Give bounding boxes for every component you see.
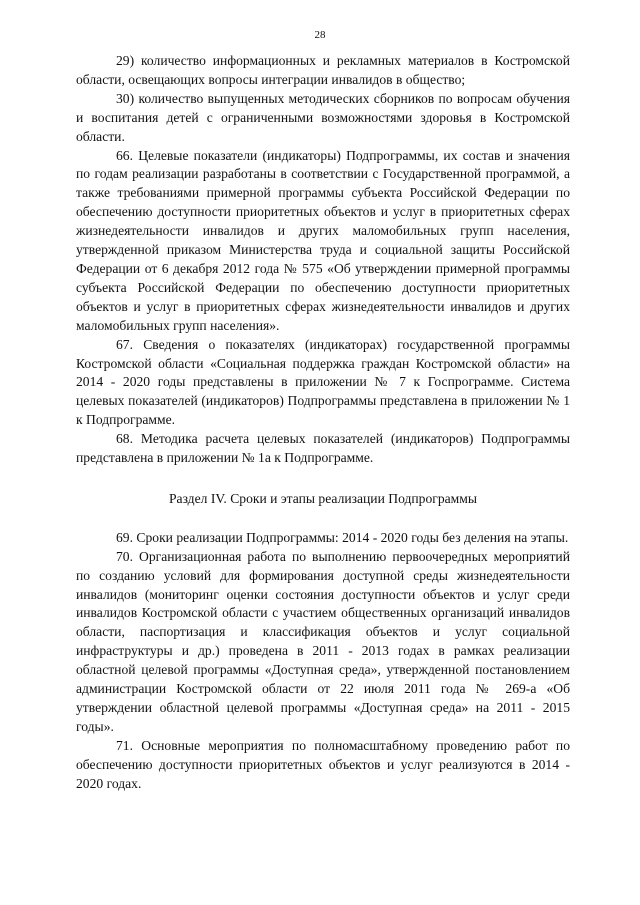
page-number: 28 xyxy=(314,29,326,41)
paragraph-68 xyxy=(76,430,570,468)
paragraph-number: 29) xyxy=(116,53,135,68)
paragraph-number: 69. xyxy=(116,529,133,545)
paragraph-67 xyxy=(76,336,570,431)
paragraph-29 xyxy=(76,52,570,90)
paragraph-69 xyxy=(76,529,570,548)
paragraph-number: 30) xyxy=(116,90,135,106)
paragraph-66 xyxy=(76,147,570,336)
section-title: Раздел IV. Сроки и этапы реализации Подпрограммы xyxy=(168,490,478,506)
paragraph-text: Целевые показатели (индикаторы) Подпрограммы, их состав и значения по годам реализации разработаны в соответствии с Государственной программой, а также требованиями примерной программы субъекта Российской Федерации по обеспечению доступности приоритетных объектов и услуг в приоритетных сферах жизнедеятельности инвалидов и других маломобильных групп населения, утвержденной приказом Министерства труда и социальной защиты Российской Федерации от 6 декабря 2012 года № 575 «Об утверждении примерной программы субъекта Российской Федерации по обеспечению доступности приоритетных объектов и услуг в приоритетных сферах жизнедеятельности инвалидов и других маломобильных групп населения». xyxy=(76,147,570,333)
paragraph-number: 70. xyxy=(116,548,133,564)
paragraph-text: Основные мероприятия по полномасштабному проведению работ по обеспечению доступности приоритетных объектов и услуг реализуются в 2014 - 2020 годах. xyxy=(76,737,570,791)
paragraph-number: 68. xyxy=(116,431,133,447)
paragraph-30 xyxy=(76,90,570,147)
paragraph-70 xyxy=(76,548,570,737)
paragraph-text: Организационная работа по выполнению первоочередных мероприятий по созданию условий для формирования доступной среды жизнедеятельности инвалидов (мониторинг оценки состояния доступности объектов и услуг среди инвалидов Костромской области с участием общественных организаций инвалидов области, паспортизация и классификация объектов и услуг социальной инфраструктуры и др.) проведена в 2011 - 2013 годах в рамках реализации областной целевой программы «Доступная среда», утвержденной постановлением администрации Костромской области от 22 июля 2011 года № 269-а «Об утверждении областной целевой программы «Доступная среда» на 2011 - 2015 годы». xyxy=(76,548,570,734)
paragraph-number: 71. xyxy=(116,737,133,753)
paragraph-text: Сроки реализации Подпрограммы: 2014 - 2020 годы без деления на этапы. xyxy=(136,529,569,545)
paragraph-text: количество выпущенных методических сборников по вопросам обучения и воспитания детей с ограниченными возможностями здоровья в Костромской области. xyxy=(76,90,570,144)
paragraph-text: количество информационных и рекламных материалов в Костромской области, освещающих вопросы интеграции инвалидов в общество; xyxy=(76,53,570,87)
paragraph-71 xyxy=(76,737,570,794)
paragraph-number: 66. xyxy=(116,147,133,163)
document-body xyxy=(76,52,570,794)
paragraph-text: Методика расчета целевых показателей (индикаторов) Подпрограммы представлена в приложении № 1а к Подпрограмме. xyxy=(76,431,570,466)
paragraph-number: 67. xyxy=(116,336,133,352)
paragraph-text: Сведения о показателях (индикаторах) государственной программы Костромской области «Социальная поддержка граждан Костромской области» на 2014 - 2020 годы представлены в приложении № 7 к Госпрограмме. Система целевых показателей (индикаторов) Подпрограммы представлена в приложении № 1 к Подпрограмме. xyxy=(76,336,570,428)
